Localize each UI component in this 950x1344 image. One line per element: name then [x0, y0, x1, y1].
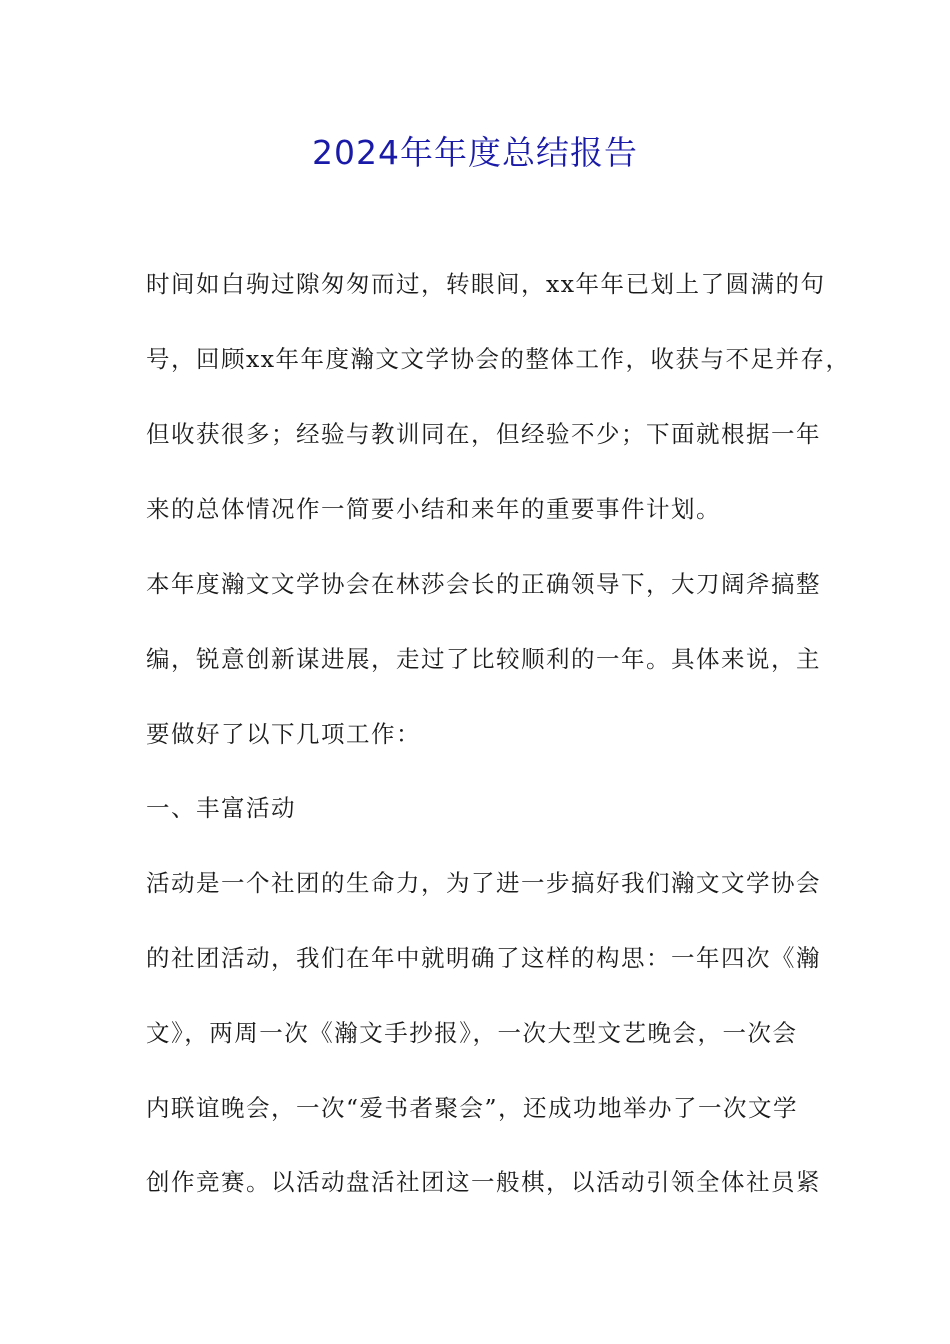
paragraph-line: 要做好了以下几项工作：	[146, 720, 421, 748]
paragraph-line: 时间如白驹过隙匆匆而过，转眼间，xx年年已划上了圆满的句	[146, 270, 826, 298]
paragraph-line: 编，锐意创新谋进展，走过了比较顺利的一年。具体来说，主	[146, 645, 821, 673]
paragraph-line: 活动是一个社团的生命力，为了进一步搞好我们瀚文文学协会	[146, 869, 821, 897]
section-heading: 一、丰富活动	[146, 794, 296, 822]
paragraph-line: 文》，两周一次《瀚文手抄报》，一次大型文艺晚会，一次会	[146, 1019, 798, 1047]
paragraph-line: 号，回顾xx年年度瀚文文学协会的整体工作，收获与不足并存，	[146, 345, 851, 373]
paragraph-line: 来的总体情况作一简要小结和来年的重要事件计划。	[146, 495, 721, 523]
paragraph-line: 本年度瀚文文学协会在林莎会长的正确领导下，大刀阔斧搞整	[146, 570, 821, 598]
paragraph-line: 内联谊晚会，一次“爱书者聚会”，还成功地举办了一次文学	[146, 1094, 799, 1122]
paragraph-line: 的社团活动，我们在年中就明确了这样的构思：一年四次《瀚	[146, 944, 821, 972]
paragraph-line: 但收获很多；经验与教训同在，但经验不少；下面就根据一年	[146, 420, 821, 448]
paragraph-line: 创作竞赛。以活动盘活社团这一般棋，以活动引领全体社员紧	[146, 1168, 821, 1196]
document-title: 2024年年度总结报告	[312, 133, 638, 172]
